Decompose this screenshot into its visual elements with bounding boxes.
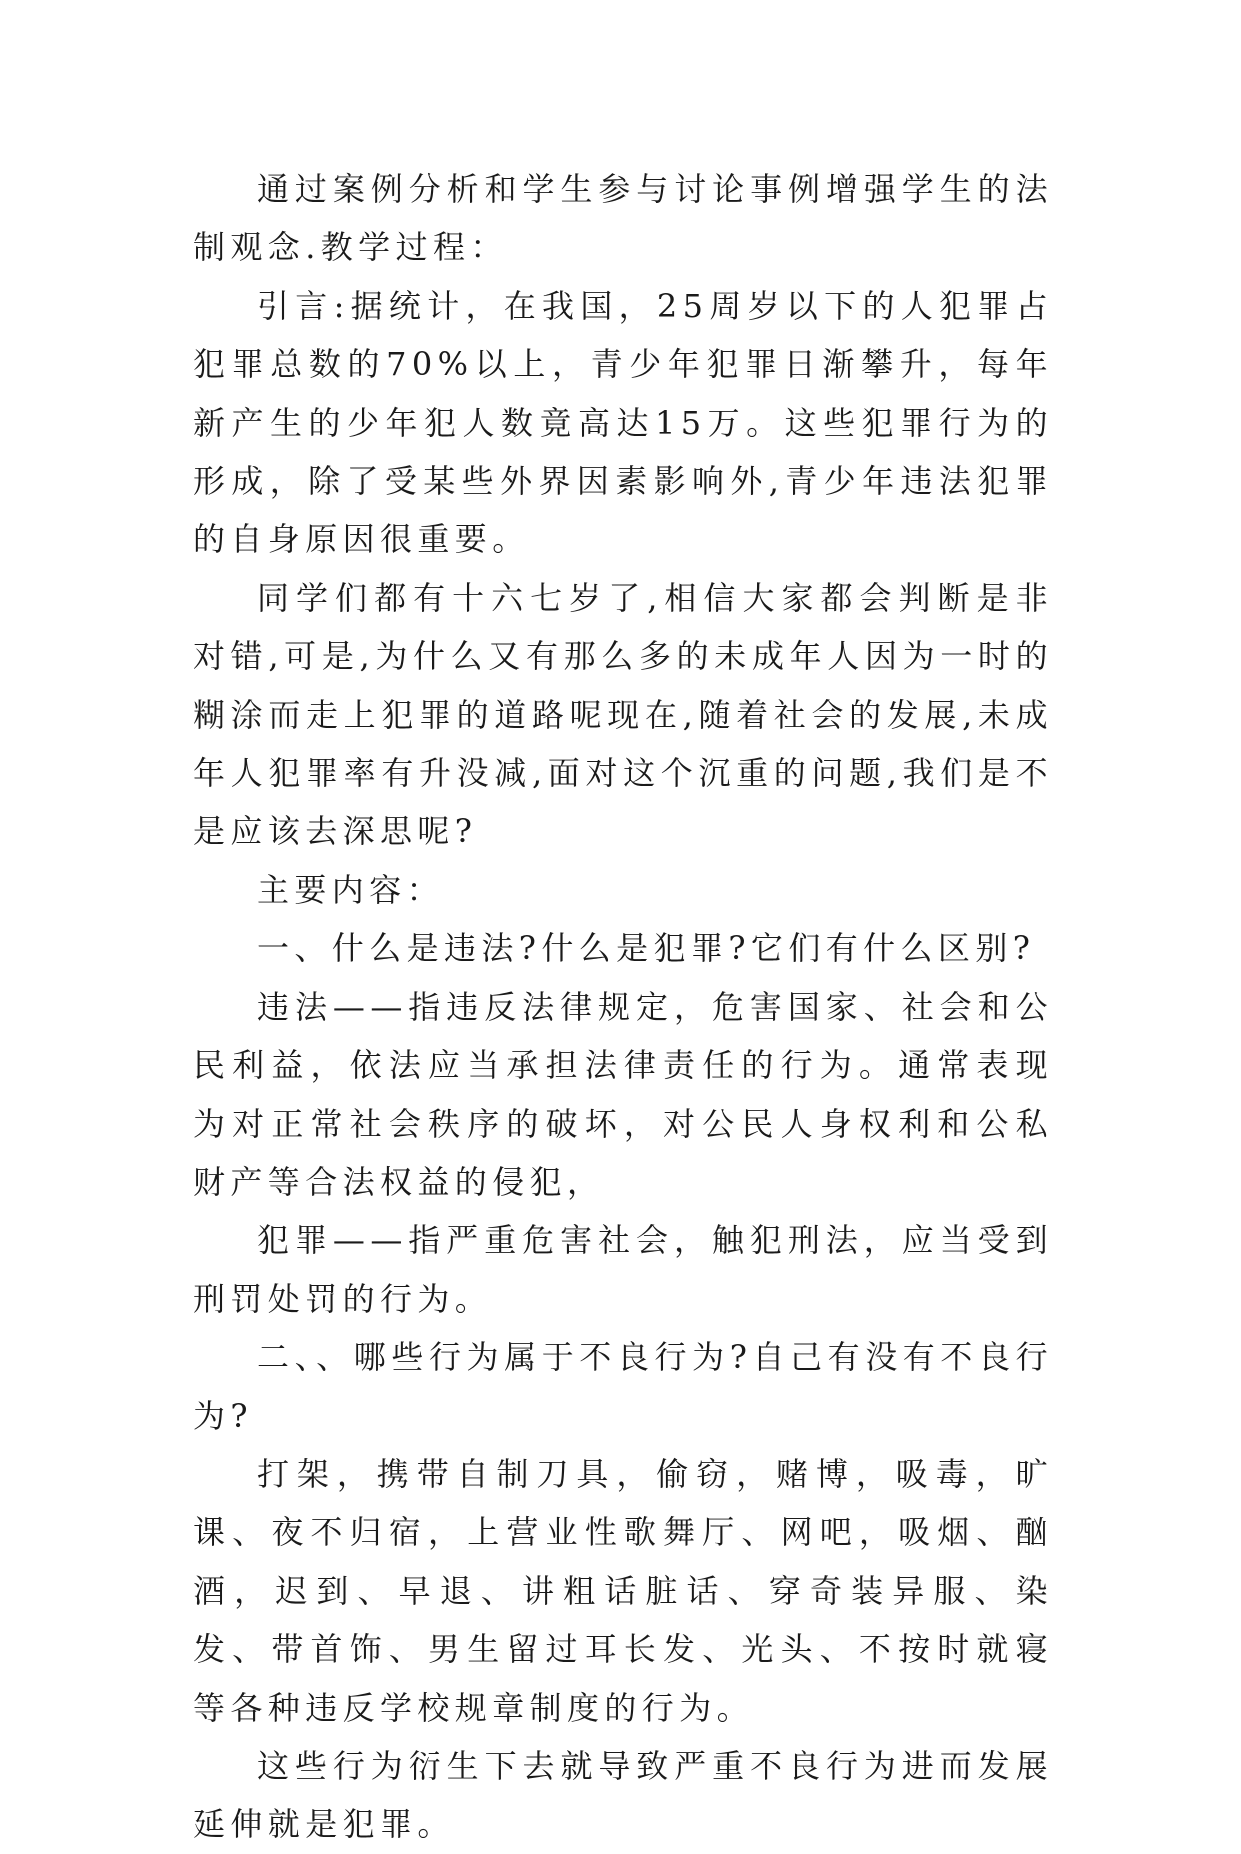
paragraph-conclusion: 这些行为衍生下去就导致严重不良行为进而发展延伸就是犯罪。 [193, 1746, 1053, 1844]
document-body [193, 160, 1053, 1854]
paragraph-question: 同学们都有十六七岁了,相信大家都会判断是非对错,可是,为什么又有那么多的未成年人因为一时的糊涂而走上犯罪的道路呢现在,随着社会的发展,未成年人犯罪率有升没减,面对这个沉重的问题,我们是不是应该去深思呢? [193, 578, 1053, 851]
paragraph-section-two-heading: 二、、哪些行为属于不良行为?自己有没有不良行为? [193, 1338, 1053, 1435]
paragraph-section-one-heading: 一、什么是违法?什么是犯罪?它们有什么区别? [257, 929, 1036, 968]
paragraph-bad-behaviors-list: 打架，携带自制刀具，偷窃，赌博，吸毒，旷课、夜不归宿，上营业性歌舞厅、网吧，吸烟、酗酒，迟到、早退、讲粗话脏话、穿奇装异服、染发、带首饰、男生留过耳长发、光头、不按时就寝等各种违反学校规章制度的行为。 [193, 1454, 1053, 1727]
paragraph-introduction: 引言:据统计，在我国，25周岁以下的人犯罪占犯罪总数的70%以上，青少年犯罪日渐攀升，每年新产生的少年犯人数竟高达15万。这些犯罪行为的形成，除了受某些外界因素影响外,青少年违法犯罪的自身原因很重要。 [193, 286, 1053, 559]
paragraph-definition-illegal: 违法——指违反法律规定，危害国家、社会和公民利益，依法应当承担法律责任的行为。通常表现为对正常社会秩序的破坏，对公民人身权利和公私财产等合法权益的侵犯， [193, 987, 1053, 1201]
paragraph-definition-crime: 犯罪——指严重危害社会，触犯刑法，应当受到刑罚处罚的行为。 [193, 1221, 1053, 1318]
paragraph-main-content-heading: 主要内容： [257, 870, 445, 909]
paragraph-objective: 通过案例分析和学生参与讨论事例增强学生的法制观念.教学过程： [193, 170, 1053, 267]
